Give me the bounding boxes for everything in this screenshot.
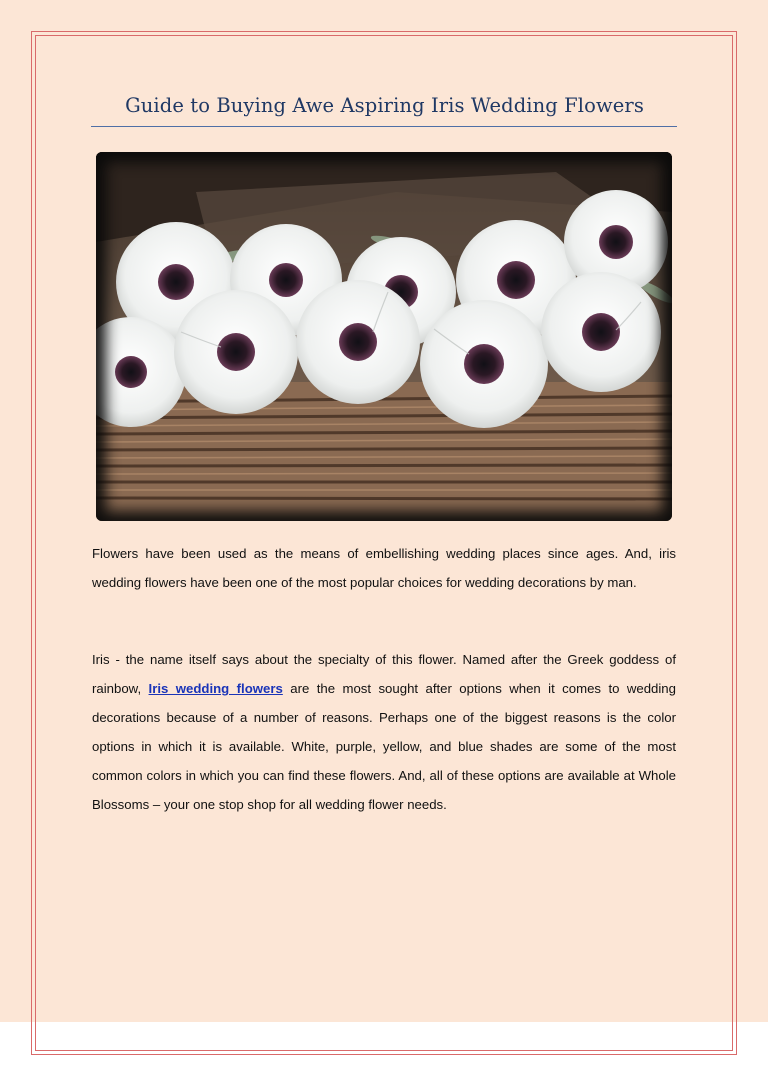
page-title: Guide to Buying Awe Aspiring Iris Wedding Flowers [125, 94, 644, 117]
paragraph-intro: Flowers have been used as the means of embellishing wedding places since ages. And, iris wedding flowers have been one of the most popular choices for wedding decorations by man. [92, 546, 676, 590]
flower-photo [96, 152, 672, 521]
white-flowers-icon [96, 152, 672, 521]
paragraph-details-before-link: Iris - the name itself says about the specialty of this flower. Named after the Greek goddess of rainbow, [92, 652, 676, 696]
title-underline [91, 126, 677, 127]
paragraph-details [92, 645, 676, 819]
iris-wedding-flowers-link[interactable]: Iris wedding flowers [148, 681, 283, 696]
paragraph-details-after-link: are the most sought after options when it comes to wedding decorations because of a number of reasons. Perhaps one of the biggest reasons is the color options in which it is available. White, purple, yellow, and blue shades are some of the most common colors in which you can find these flowers. And, all of these options are available at Whole Blossoms – your one stop shop for all wedding flower needs. [92, 681, 676, 812]
